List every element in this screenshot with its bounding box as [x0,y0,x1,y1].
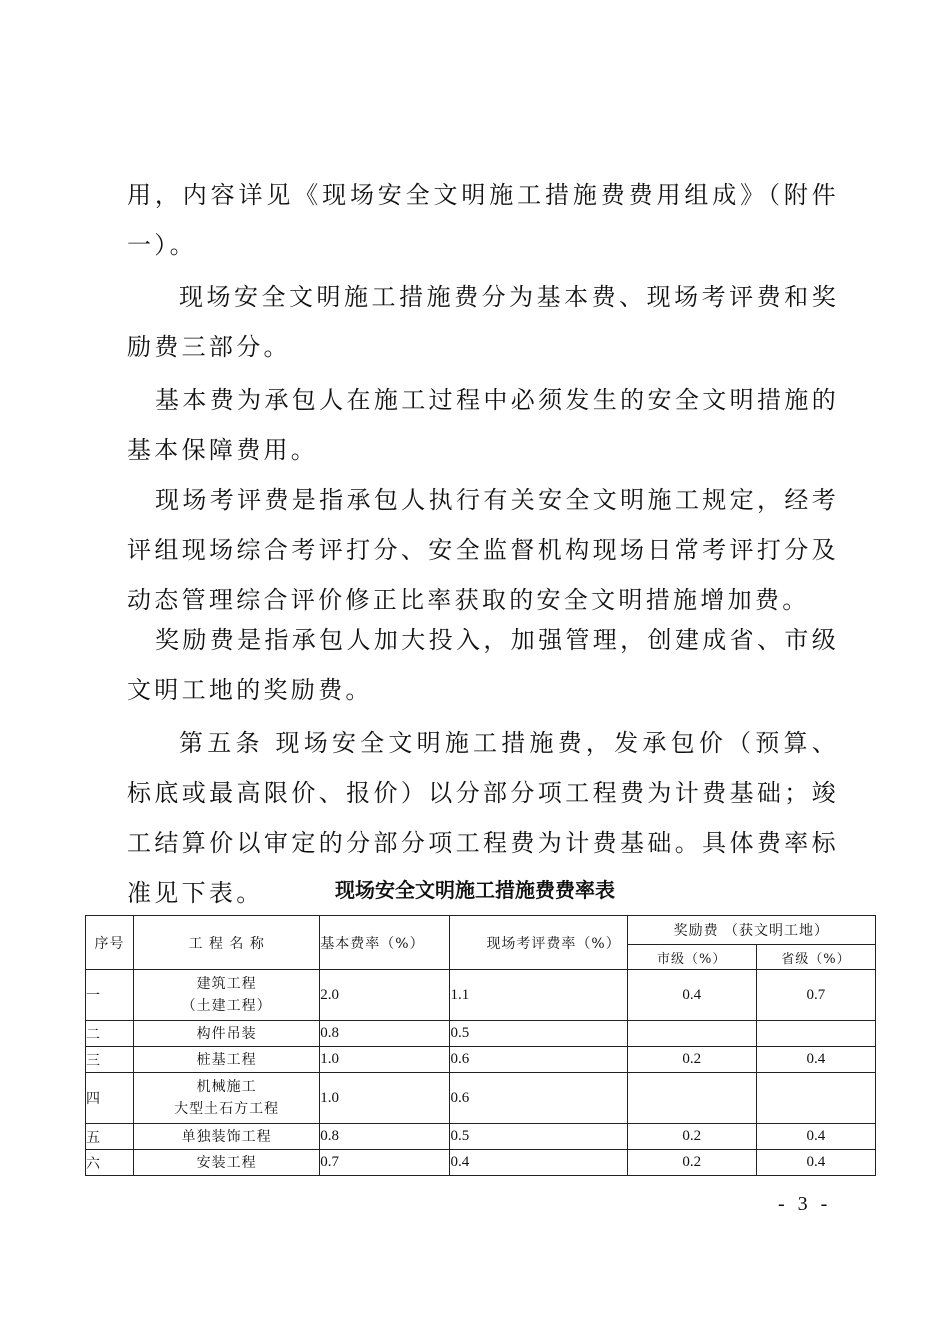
paragraph-article-five: 第五条 现场安全文明施工措施费，发承包价（预算、标底或最高限价、报价）以分部分项工程费为计费基础；竣工结算价以审定的分部分项工程费为计费基础。具体费率标准见下表。 [127,729,839,907]
row-name: 安装工程 [134,1150,320,1176]
row-basic-rate: 0.8 [320,1124,450,1150]
row-city-rate: 0.2 [627,1150,756,1176]
paragraph-attachment-ref: 用，内容详见《现场安全文明施工措施费费用组成》（附件一）。 [127,181,839,259]
table-row [86,1150,876,1176]
row-seq: 六 [86,1150,134,1176]
table-title: 现场安全文明施工措施费费率表 [335,878,615,902]
page-number: - 3 - [778,1193,832,1215]
row-name-line2: （土建工程） [181,998,272,1014]
table-row [86,1124,876,1150]
row-name: 构件吊装 [134,1021,320,1047]
header-reward: 奖励费 （获文明工地） [627,916,875,945]
row-name-line1: 建筑工程 [196,976,257,992]
header-basic-rate: 基本费率（%） [320,916,450,970]
row-evaluation-rate: 1.1 [450,970,627,1021]
row-basic-rate: 0.7 [320,1150,450,1176]
table-row [86,1073,876,1124]
row-province-rate: 0.4 [756,1047,875,1073]
header-city-level: 市级（%） [627,945,756,970]
row-name [134,970,320,1021]
row-name-line1: 机械施工 [196,1079,257,1095]
row-name-line2: 大型土石方工程 [174,1101,280,1117]
row-seq: 二 [86,1021,134,1047]
row-evaluation-rate: 0.4 [450,1150,627,1176]
row-evaluation-rate: 0.6 [450,1073,627,1124]
row-province-rate [756,1021,875,1047]
header-evaluation-rate: 现场考评费率（%） [450,916,627,970]
row-basic-rate: 1.0 [320,1047,450,1073]
row-basic-rate: 1.0 [320,1073,450,1124]
row-province-rate [756,1073,875,1124]
row-city-rate: 0.2 [627,1047,756,1073]
row-seq: 四 [86,1073,134,1124]
row-name: 单独装饰工程 [134,1124,320,1150]
table-row [86,970,876,1021]
row-evaluation-rate: 0.5 [450,1124,627,1150]
header-seq: 序号 [86,916,134,970]
header-province-level: 省级（%） [756,945,875,970]
row-city-rate [627,1021,756,1047]
row-province-rate: 0.4 [756,1124,875,1150]
row-province-rate: 0.4 [756,1150,875,1176]
paragraph-fee-composition: 现场安全文明施工措施费分为基本费、现场考评费和奖励费三部分。 [127,283,839,361]
row-city-rate: 0.4 [627,970,756,1021]
row-province-rate: 0.7 [756,970,875,1021]
row-basic-rate: 2.0 [320,970,450,1021]
table-row [86,1047,876,1073]
row-name: 桩基工程 [134,1047,320,1073]
row-city-rate [627,1073,756,1124]
table-row [86,1021,876,1047]
row-seq: 三 [86,1047,134,1073]
header-name: 工 程 名 称 [134,916,320,970]
paragraph-basic-fee: 基本费为承包人在施工过程中必须发生的安全文明措施的基本保障费用。 [127,386,839,464]
row-evaluation-rate: 0.6 [450,1047,627,1073]
paragraph-evaluation-fee: 现场考评费是指承包人执行有关安全文明施工规定，经考评组现场综合考评打分、安全监督机构现场日常考评打分及动态管理综合评价修正比率获取的安全文明措施增加费。 [127,486,839,614]
row-evaluation-rate: 0.5 [450,1021,627,1047]
row-seq: 五 [86,1124,134,1150]
row-basic-rate: 0.8 [320,1021,450,1047]
fee-rate-table [85,915,876,1176]
row-city-rate: 0.2 [627,1124,756,1150]
row-seq: 一 [86,970,134,1021]
row-name [134,1073,320,1124]
paragraph-reward-fee: 奖励费是指承包人加大投入，加强管理，创建成省、市级文明工地的奖励费。 [127,626,839,704]
